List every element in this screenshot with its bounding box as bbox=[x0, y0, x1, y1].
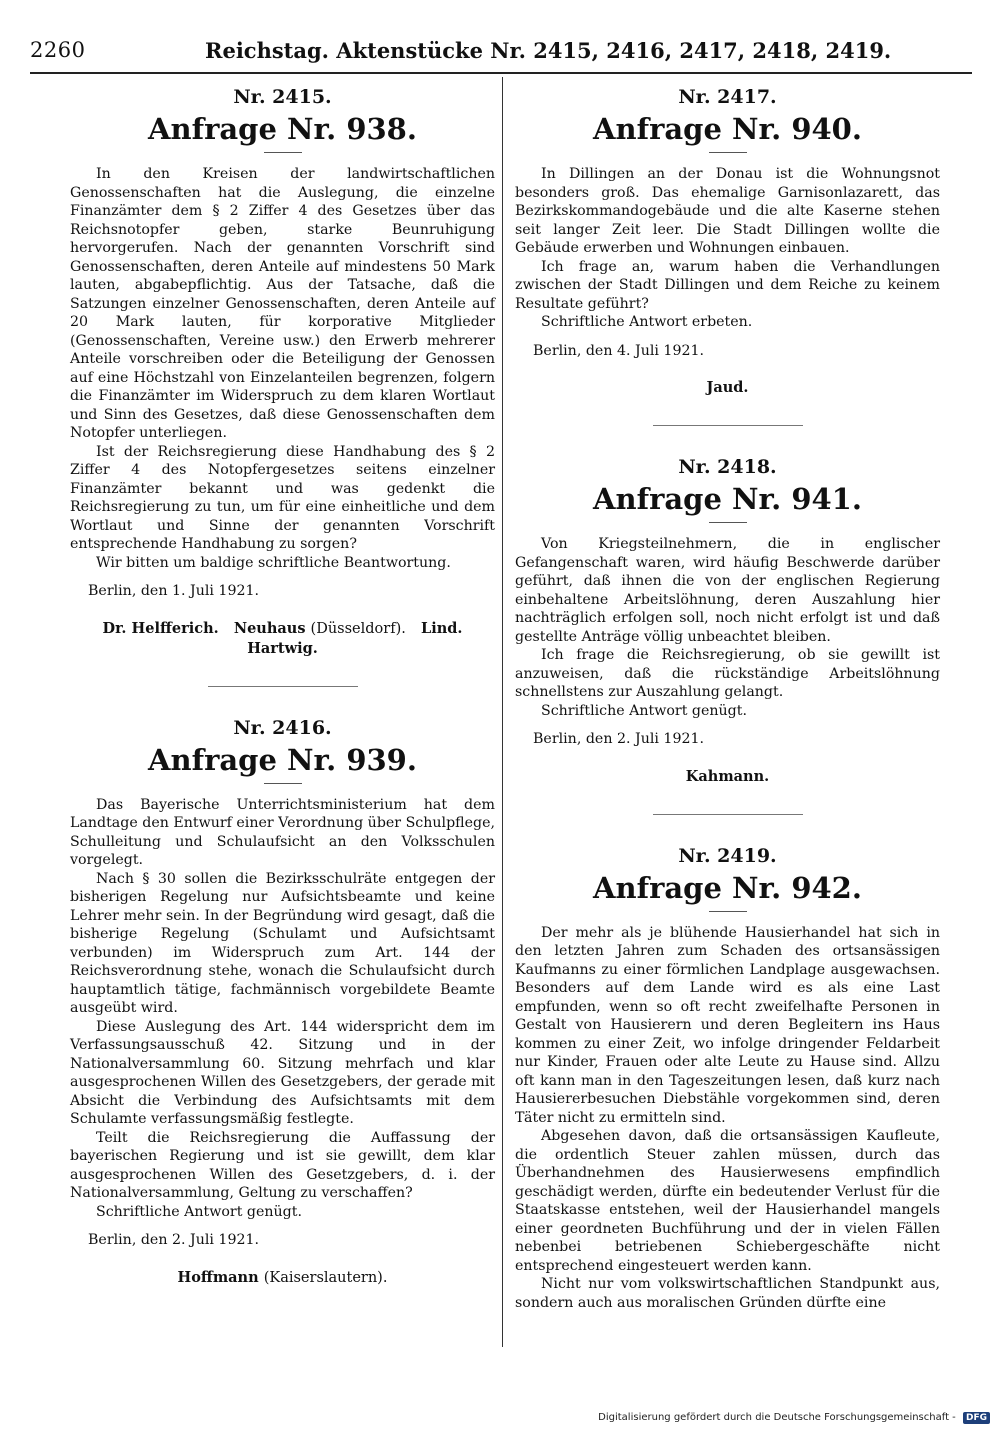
paragraph: Nicht nur vom volkswirtschaftlichen Standpunkt aus, sondern auch aus moralischen Gründen dürfte eine bbox=[515, 1276, 940, 1311]
place-date: Berlin, den 2. Juli 1921. bbox=[88, 1232, 260, 1248]
title-rule bbox=[264, 152, 302, 153]
paragraph: Diese Auslegung des Art. 144 widerspricht dem im Verfassungsausschuß 42. Sitzung und in der Nationalversammlung 60. Sitzung mehrfach und klar ausgesprochenen Willen des Gesetzgebers, der gerade mit Absicht die Verbindung des Aufsichtsamts mit dem Schulamte verfassungsmäßig festlegte. bbox=[70, 1018, 495, 1127]
signatory: Hartwig. bbox=[247, 639, 318, 657]
title-rule bbox=[264, 783, 302, 784]
document-number: Nr. 2418. bbox=[678, 456, 777, 478]
document-number: Nr. 2417. bbox=[678, 86, 777, 108]
paragraph: Abgesehen davon, daß die ortsansässigen Kaufleute, die ordentlich Steuer zahlen müssen, durch das Überhandnehmen des Hausierwesens empfindlich geschädigt werden, dürfte ein bedeutender Verlust für die Staatskasse entstehen, weil der Hausierhandel mangels einer geordneten Buchführung und der in vielen Fällen nebenbei betriebenen Schiebergeschäfte nicht entsprechend eingesteuert werden kann. bbox=[515, 1128, 940, 1274]
page-number: 2260 bbox=[30, 38, 86, 62]
dfg-logo: DFG bbox=[963, 1412, 990, 1424]
title-rule bbox=[709, 911, 747, 912]
inquiry-title: Anfrage Nr. 938. bbox=[148, 112, 417, 146]
inquiry-title: Anfrage Nr. 939. bbox=[148, 742, 417, 777]
document-2416 bbox=[70, 717, 495, 1288]
signatures bbox=[515, 378, 940, 397]
paragraph: Teilt die Reichsregierung die Auffassung der bayerischen Regierung und ist sie gewillt, dem klar ausgesprochenen Willen des Gesetzgebers, d. i. der Nationalversammlung, Geltung zu verschaffen? bbox=[70, 1129, 495, 1201]
column-divider bbox=[502, 77, 503, 1347]
section-separator bbox=[653, 425, 803, 426]
answer-request: Wir bitten um baldige schriftliche Beantwortung. bbox=[96, 554, 451, 571]
title-rule bbox=[709, 152, 747, 153]
place-date: Berlin, den 4. Juli 1921. bbox=[533, 342, 705, 359]
paragraph: Das Bayerische Unterrichtsministerium hat dem Landtage den Entwurf einer Verordnung über Schulpflege, Schulleitung und Schulaufsicht an den Volksschulen vorgelegt. bbox=[70, 796, 495, 868]
signatory: Hoffmann bbox=[177, 1268, 259, 1286]
paragraph: In Dillingen an der Donau ist die Wohnungsnot besonders groß. Das ehemalige Garnisonlazarett, das Bezirkskommandogebäude und die alte Kaserne stehen seit langer Zeit leer. Die Stadt Dillingen wollte die Gebäude erwerben und Wohnungen einbauen. bbox=[515, 166, 940, 256]
digitization-credit bbox=[598, 1412, 990, 1424]
paragraph: Von Kriegsteilnehmern, die in englischer Gefangenschaft waren, wird häufig Beschwerde darüber geführt, daß ihnen die von der englischen Regierung einbehaltene Arbeitslöhnung, deren Auszahlung hier nachträglich erfolgen soll, noch nicht erfolgt ist und daß gestellte Anträge völlig unbeachtet bleiben. bbox=[515, 536, 940, 645]
section-separator bbox=[208, 686, 358, 687]
inquiry-title: Anfrage Nr. 941. bbox=[593, 482, 862, 516]
section-separator bbox=[653, 814, 803, 815]
paragraph: Der mehr als je blühende Hausierhandel hat sich in den letzten Jahren zum Schaden des ortsansässigen Kaufmanns zu einer förmlichen Landplage ausgewachsen. Besonders auf dem Lande wird es als eine Last empfunden, wenn so oft recht zweifelhafte Personen in Gestalt von Hausierern und deren Begleitern ins Haus kommen zu einer Zeit, wo infolge dringender Feldarbeit nur Kinder, Frauen oder alte Leute zu Hause sind. Allzu oft kann man in den Tageszeitungen lesen, daß kurz nach Hausiererbesuchen Diebstähle vorgekommen sind, deren Täter nicht zu ermitteln sind. bbox=[515, 924, 940, 1126]
signatory: Neuhaus bbox=[233, 619, 306, 637]
left-column bbox=[70, 86, 495, 1288]
paragraph: Ist der Reichsregierung diese Handhabung des § 2 Ziffer 4 des Notopfergesetzes seitens einzelner Finanzämter bekannt und was gedenkt die Reichsregierung zu tun, um für eine einheitliche und dem Wortlaut und Sinne der genannten Vorschrift entsprechende Handhabung zu sorgen? bbox=[70, 443, 495, 552]
right-column bbox=[515, 86, 940, 1312]
signatures bbox=[515, 767, 940, 786]
document-number: Nr. 2419. bbox=[678, 844, 777, 867]
inquiry-title: Anfrage Nr. 940. bbox=[593, 112, 862, 146]
signatory-place: (Kaiserslautern). bbox=[263, 1269, 388, 1286]
paragraph: In den Kreisen der landwirtschaftlichen Genossenschaften hat die Auslegung, die einzelne Finanzämter dem § 2 Ziffer 4 des Gesetzes über das Reichsnotopfer geben, starke Beunruhigung hervorgerufen. Nach der genannten Vorschrift sind Genossenschaften, deren Anteile auf mindestens 50 Mark lauten, abgabepflichtig. Aus der Tatsache, daß die Satzungen einzelner Genossenschaften, deren Anteile auf 20 Mark lauten, für korporative Mitglieder (Genossenschaften, Vereine usw.) den Erwerb mehrerer Anteile vorschreiben oder die Beteiligung der Genossen auf eine Höchstzahl von Einzelanteilen begrenzen, folgern die Finanzämter im Widerspruch zu dem klaren Wortlaut und Sinn des Gesetzes, daß diese Genossenschaften dem Notopfer unterliegen. bbox=[70, 166, 495, 441]
page-header bbox=[30, 38, 970, 68]
answer-request: Schriftliche Antwort erbeten. bbox=[541, 314, 753, 330]
signatory: Kahmann. bbox=[685, 767, 770, 785]
signatures bbox=[70, 1268, 495, 1288]
document-number: Nr. 2415. bbox=[233, 86, 332, 108]
title-rule bbox=[709, 522, 747, 523]
document-2417 bbox=[515, 86, 940, 397]
place-date: Berlin, den 1. Juli 1921. bbox=[88, 583, 260, 599]
signatory-place: (Düsseldorf). bbox=[310, 620, 406, 637]
answer-request: Schriftliche Antwort genügt. bbox=[541, 702, 747, 719]
credit-text: Digitalisierung gefördert durch die Deutsche Forschungsgemeinschaft - bbox=[598, 1412, 956, 1423]
place-date: Berlin, den 2. Juli 1921. bbox=[533, 731, 705, 747]
paragraph: Ich frage an, warum haben die Verhandlungen zwischen der Stadt Dillingen und dem Reiche zu keinem Resultate geführt? bbox=[515, 258, 940, 312]
document-number: Nr. 2416. bbox=[233, 716, 332, 739]
signatures bbox=[70, 619, 495, 658]
running-head: Reichstag. Aktenstücke Nr. 2415, 2416, 2417, 2418, 2419. bbox=[205, 38, 892, 63]
signatory: Jaud. bbox=[706, 379, 749, 396]
document-2418 bbox=[515, 456, 940, 786]
paragraph: Ich frage die Reichsregierung, ob sie gewillt ist anzuweisen, daß die rückständige Arbeitslöhnung schnellstens zur Auszahlung gelangt. bbox=[515, 647, 940, 700]
answer-request: Schriftliche Antwort genügt. bbox=[96, 1203, 302, 1220]
signatory: Dr. Helfferich. bbox=[102, 619, 219, 637]
signatory: Lind. bbox=[421, 619, 463, 637]
document-2419 bbox=[515, 845, 940, 1313]
header-rule bbox=[30, 72, 972, 74]
paragraph: Nach § 30 sollen die Bezirksschulräte entgegen der bisherigen Regelung nur Aufsichtsbeamte und keine Lehrer mehr sein. In der Begründung wird gesagt, daß die bisherige Regelung (Schulamt und Aufsichtsamt verbunden) im Widerspruch zum Art. 144 der Reichsverordnung stehe, wonach die Schulaufsicht durch hauptamtlich tätige, fachmännisch vorgebildete Beamte ausgeübt wird. bbox=[70, 870, 495, 1016]
document-2415 bbox=[70, 86, 495, 658]
inquiry-title: Anfrage Nr. 942. bbox=[593, 870, 862, 905]
